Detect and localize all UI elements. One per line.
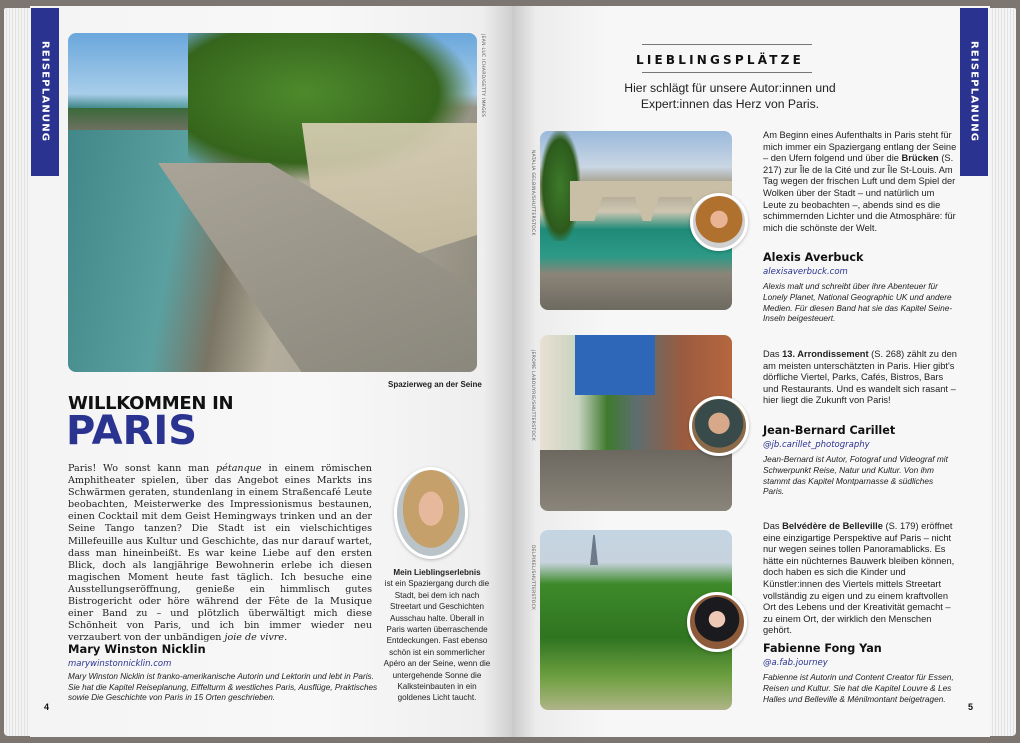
spot-1-text: Am Beginn eines Aufenthalts in Paris steht für mich immer ein Spaziergang entlang der Seine – den Ufern folgend und über die Brücken (S. 217) zur Île de la Cité und zur Île St-Louis. Am Tag wegen der frischen Luft und dem Spiel der Wolken über der Stadt – und natürlich um Leute zu beobachten –, abends sind es die schimmernden Lichter und die Atmosphäre: für mich die schönste der Welt. bbox=[763, 130, 957, 233]
street-shape bbox=[540, 450, 732, 511]
hero-photo-credit: JEAN-LUC ICHARD/GETTY IMAGES bbox=[480, 34, 485, 118]
sky-shape bbox=[575, 335, 655, 395]
section-rule-bottom bbox=[642, 72, 812, 73]
author-portrait-mary bbox=[394, 467, 468, 559]
author-portrait-jean-bernard bbox=[689, 396, 749, 456]
section-tab-label: REISEPLANUNG bbox=[968, 41, 980, 143]
section-rule-top bbox=[642, 44, 812, 45]
section-tab-left bbox=[31, 8, 59, 176]
spot-3-author-name: Fabienne Fong Yan bbox=[763, 642, 882, 655]
spot-2-author-name: Jean-Bernard Carillet bbox=[763, 424, 896, 437]
section-title: LIEBLINGSPLÄTZE bbox=[636, 53, 804, 67]
spot-1-author-link[interactable]: alexisaverbuck.com bbox=[763, 267, 848, 277]
page-number-left: 4 bbox=[44, 702, 50, 712]
section-tab-right bbox=[960, 8, 988, 176]
author-portrait-alexis bbox=[690, 193, 748, 251]
spot-2-text: Das 13. Arrondissement (S. 268) zählt zu den am meisten unterschätzten in Paris. Hier gibt's dörfliche Viertel, Parks, Cafés, Bistros, Bars und Restaurants. Und es wandelt sich rasant – hier liegt die Zukunft von Paris! bbox=[763, 349, 957, 406]
bridge-shape bbox=[68, 108, 188, 130]
section-tab-label: REISEPLANUNG bbox=[39, 41, 51, 143]
page-kicker: WILLKOMMEN IN bbox=[68, 393, 234, 414]
favorite-heading: Mein Lieblingserlebnis bbox=[393, 568, 481, 577]
spot-1-author-name: Alexis Averbuck bbox=[763, 251, 864, 264]
author-bio: Mary Winston Nicklin ist franko-amerikanische Autorin und Lektorin und lebt in Paris. Sie hat die Kapitel Reiseplanung, Eiffelturm & westliches Paris, Ausflüge, Praktisches sowie Die Geschichte von Paris in 15 Orten geschrieben. bbox=[68, 672, 378, 702]
right-page-edges bbox=[986, 8, 1016, 736]
author-portrait-fabienne bbox=[687, 592, 747, 652]
spot-3-author-link[interactable]: @a.fab.journey bbox=[763, 658, 828, 668]
author-name: Mary Winston Nicklin bbox=[68, 642, 206, 656]
spot-2-author-bio: Jean-Bernard ist Autor, Fotograf und Videograf mit Schwerpunkt Reise, Natur und Kultur. Von ihm stammt das Kapitel Montparnasse & südliches Paris. bbox=[763, 454, 948, 497]
hero-photo-seine-promenade bbox=[68, 33, 477, 372]
hero-photo-caption: Spazierweg an der Seine bbox=[388, 380, 482, 389]
page-number-right: 5 bbox=[968, 702, 974, 712]
spot-3-author-bio: Fabienne ist Autorin und Content Creator für Essen, Reisen und Kultur. Sie hat die Kapitel Louvre & Les Halles und Belleville & Ménilmontant beigetragen. bbox=[763, 672, 954, 704]
spot-2-photo-credit: JEROME LABOUYRIE/SHUTTERSTOCK bbox=[530, 350, 535, 441]
author-website-link[interactable]: marywinstonnicklin.com bbox=[68, 659, 172, 669]
spot-3-photo-credit: DELPIXEL/SHUTTERSTOCK bbox=[530, 545, 535, 611]
spot-2-author-link[interactable]: @jb.carillet_photography bbox=[763, 440, 870, 450]
favorite-text: ist ein Spaziergang durch die Stadt, bei dem ich nach Streetart und Geschichten Ausschau halte. Überall in Paris warten überraschende Entdeckungen. Fast ebenso schön ist ein sommerlicher Apéro an der Seine, wenn die untergehende Sonne die Kalksteinbauten in ein goldenes Licht taucht. bbox=[383, 579, 491, 703]
favorite-experience-box bbox=[383, 567, 491, 704]
page-title: PARIS bbox=[66, 408, 198, 454]
spot-3-text: Das Belvédère de Belleville (S. 179) eröffnet eine einzigartige Perspektive auf Paris – nicht nur wegen seines tollen Panoramablicks. Es hätte ein nüchternes Bauwerk bleiben können, doch haben es sich die Kinder und Künstler:innen des Viertels mittels Streetart vollständig zu eigen und zu einem kraftvollen Ort des Lebens und der Kreativität gemacht – zu einem Ort, der wirklich den Menschen gehört. bbox=[763, 521, 955, 636]
section-subtitle: Hier schlägt für unsere Autor:innen und Expert:innen das Herz von Paris. bbox=[624, 81, 836, 111]
eiffel-tower-shape bbox=[590, 535, 598, 565]
spot-1-author-bio: Alexis malt und schreibt über ihre Abenteuer für Lonely Planet, National Geographic UK und andere Medien. Für diesen Band hat sie das Kapitel Seine-Inseln beigesteuert. bbox=[763, 281, 953, 324]
spot-1-photo-credit: NATALIA GELBINA/SHUTTERSTOCK bbox=[530, 150, 535, 236]
intro-paragraph: Paris! Wo sonst kann man pétanque in einem römischen Amphitheater spielen, über das Angebot eines Markts ins Schwärmen geraten, stundenlang in einem Straßencafé Leute beobachten, Meisterwerke des Impressionismus bestaunen, einen Cocktail mit dem Geist Hemingways trinken und an der Seine Tango tanzen? Die Stadt ist ein vielschichtiges Millefeuille aus Kultur und Geschichte, das nur darauf wartet, dass man hineinbeißt. Es war keine Liebe auf den ersten Blick, doch als langjährige Bewohnerin erlebe ich diesen magischen Moment heute fast täglich. Ich besuche eine Ausstellungseröffnung, genieße ein himmlisch gutes Bistrogericht oder höre während der Fête de la Musique einer Band zu – und plötzlich überwältigt mich diese Schönheit von Paris, und ich bin immer wieder neu verzaubert von der unbändigen joie de vivre. bbox=[68, 463, 372, 644]
